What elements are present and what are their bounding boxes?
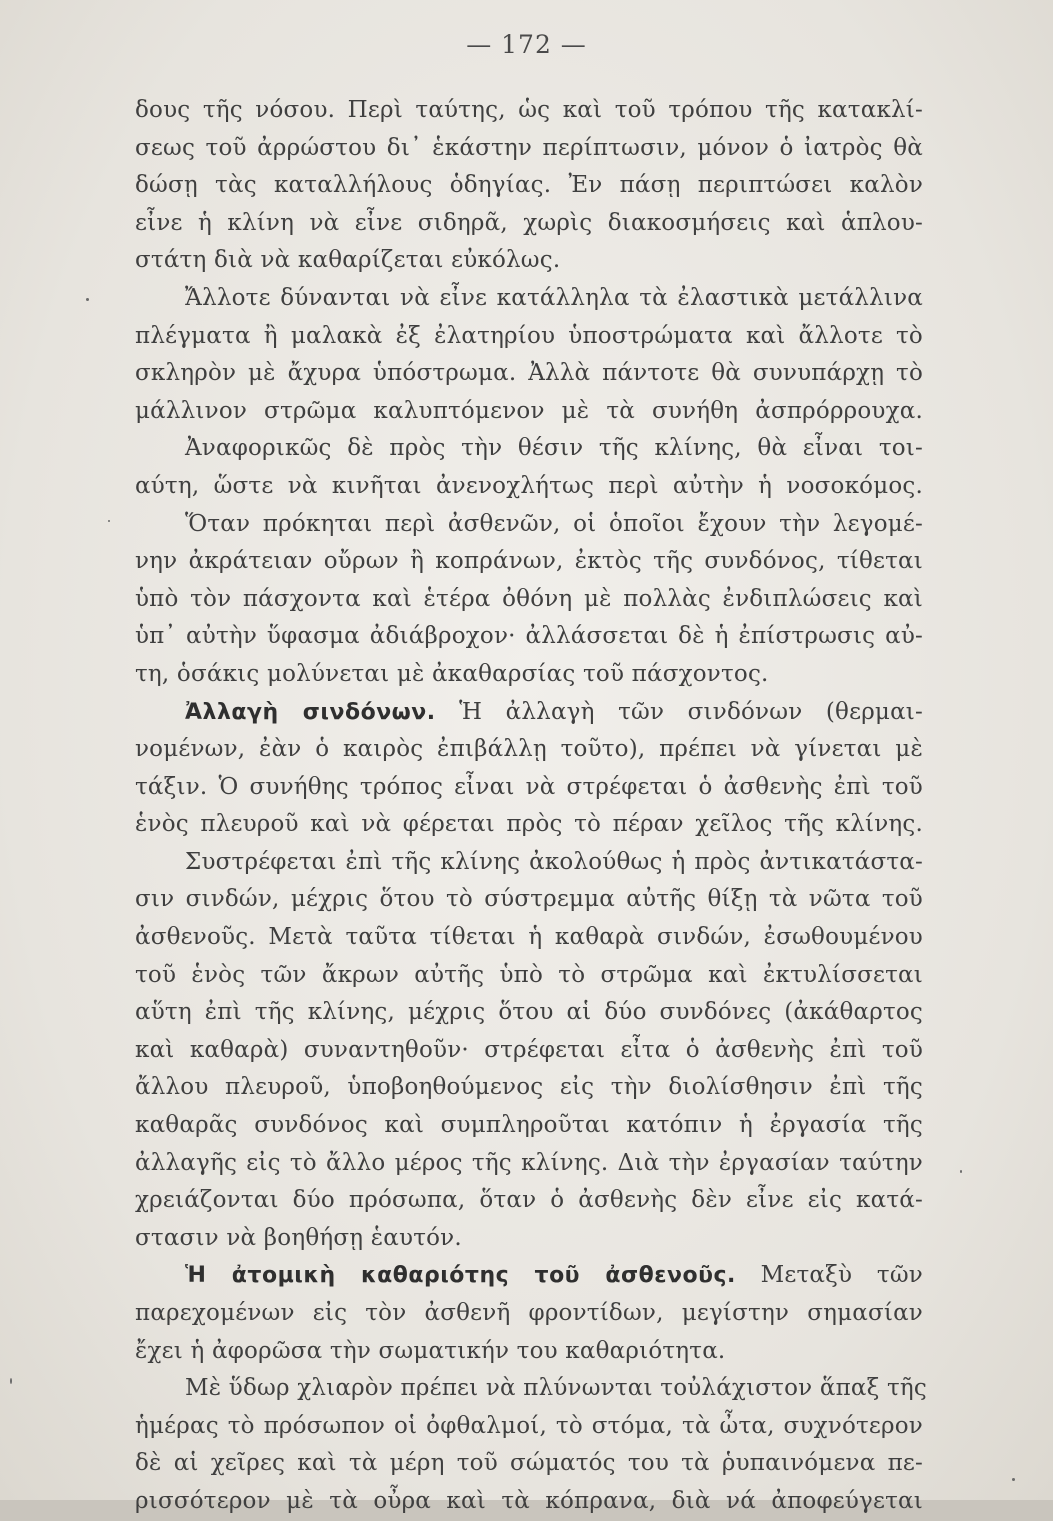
text-line: Συστρέφεται ἐπὶ τῆς κλίνης ἀκολούθως ἡ πρὸς ἀντικατάστα- [185, 848, 923, 875]
scan-speck [108, 520, 110, 522]
text-line: τάξιν. Ὁ συνήθης τρόπος εἶναι νὰ στρέφεται ὁ ἀσθενὴς ἐπὶ τοῦ [135, 773, 923, 800]
text-line: αύτη, ὥστε νὰ κινῆται ἀνενοχλήτως περὶ αὐτὴν ἡ νοσοκόμος. [135, 472, 923, 499]
text-line: δώσῃ τὰς καταλλήλους ὁδηγίας. Ἐν πάσῃ περιπτώσει καλὸν [135, 172, 923, 199]
text-line: εἶνε ἡ κλίνη νὰ εἶνε σιδηρᾶ, χωρὶς διακοσμήσεις καὶ ἁπλου- [135, 209, 923, 236]
text-line: δὲ αἱ χεῖρες καὶ τὰ μέρη τοῦ σώματός του τὰ ῥυπαινόμενα πε- [135, 1450, 923, 1477]
section-heading: Ἡ ἀτομικὴ καθαριότης τοῦ ἀσθενοῦς. [185, 1263, 736, 1289]
text-line: παρεχομένων εἰς τὸν ἀσθενῆ φροντίδων, μεγίστην σημασίαν [135, 1300, 923, 1326]
text-line: καὶ καθαρὰ) συναντηθοῦν· στρέφεται εἶτα ὁ ἀσθενὴς ἐπὶ τοῦ [135, 1036, 923, 1063]
section-heading: Ἀλλαγὴ σινδόνων. [185, 699, 436, 725]
text-line: σκληρὸν μὲ ἄχυρα ὑπόστρωμα. Ἀλλὰ πάντοτε θὰ συνυπάρχῃ τὸ [135, 360, 923, 387]
page-number: — 172 — [466, 30, 587, 59]
text-line: ρισσότερον μὲ τὰ οὖρα καὶ τὰ κόπρανα, διὰ νά ἀποφεύγεται [135, 1487, 923, 1514]
text-line: ἡμέρας τὸ πρόσωπον οἱ ὀφθαλμοί, τὸ στόμα, τὰ ὦτα, συχνότερον [135, 1412, 923, 1439]
text-line: σιν σινδών, μέχρις ὅτου τὸ σύστρεμμα αὐτῆς θίξῃ τὰ νῶτα τοῦ [135, 886, 923, 913]
text-line: νην ἀκράτειαν οὔρων ἢ κοπράνων, ἐκτὸς τῆς συνδόνος, τίθεται [135, 548, 923, 575]
text-line [135, 694, 923, 732]
text-line: στασιν νὰ βοηθήσῃ ἑαυτόν. [135, 1224, 462, 1251]
text-line: πλέγματα ἢ μαλακὰ ἐξ ἐλατηρίου ὑποστρώματα καὶ ἄλλοτε τὸ [135, 322, 923, 349]
text-line: χρειάζονται δύο πρόσωπα, ὅταν ὁ ἀσθενὴς δὲν εἶνε εἰς κατά- [135, 1187, 923, 1214]
text-line: ὑπὸ τὸν πάσχοντα καὶ ἑτέρα ὀθόνη μὲ πολλὰς ἐνδιπλώσεις καὶ [135, 585, 923, 612]
text-line: μάλλινον στρῶμα καλυπτόμενον μὲ τὰ συνήθη ἀσπρόρρουχα. [135, 397, 923, 424]
scan-speck [10, 1378, 12, 1384]
text-line [135, 1257, 923, 1295]
text-line: τη, ὁσάκις μολύνεται μὲ ἀκαθαρσίας τοῦ πάσχοντος. [135, 660, 769, 687]
text-line: Ἀναφορικῶς δὲ πρὸς τὴν θέσιν τῆς κλίνης, θὰ εἶναι τοι- [185, 435, 923, 462]
text-line: νομένων, ἐὰν ὁ καιρὸς ἐπιβάλλῃ τοῦτο), πρέπει νὰ γίνεται μὲ [135, 736, 923, 763]
scan-speck [960, 1170, 962, 1173]
text-line: δους τῆς νόσου. Περὶ ταύτης, ὡς καὶ τοῦ τρόπου τῆς κατακλί- [135, 97, 923, 123]
text-line: αὕτη ἐπὶ τῆς κλίνης, μέχρις ὅτου αἱ δύο συνδόνες (ἀκάθαρτος [135, 999, 923, 1026]
body-text [135, 92, 927, 1521]
text-line: Μὲ ὕδωρ χλιαρὸν πρέπει νὰ πλύνωνται τοὐλάχιστον ἅπαξ τῆς [185, 1375, 927, 1402]
text-line: ἔχει ἡ ἀφορῶσα τὴν σωματικήν του καθαριότητα. [135, 1337, 726, 1364]
text-line: ὑπ᾽ αὐτὴν ὕφασμα ἀδιάβροχον· ἀλλάσσεται δὲ ἡ ἐπίστρωσις αὐ- [135, 623, 923, 650]
text-line: ἀλλαγῆς εἰς τὸ ἄλλο μέρος τῆς κλίνης. Διὰ τὴν ἐργασίαν ταύτην [135, 1149, 923, 1176]
scan-speck [1012, 1478, 1015, 1481]
text-line: τοῦ ἑνὸς τῶν ἄκρων αὐτῆς ὑπὸ τὸ στρῶμα καὶ ἐκτυλίσσεται [135, 961, 923, 988]
text-run: Μεταξὺ τῶν [760, 1262, 923, 1289]
scan-speck [86, 298, 89, 301]
text-line: στάτη διὰ νὰ καθαρίζεται εὐκόλως. [135, 247, 561, 274]
text-line: ἄλλου πλευροῦ, ὑποβοηθούμενος εἰς τὴν διολίσθησιν ἐπὶ τῆς [135, 1074, 923, 1101]
text-line: Ὅταν πρόκηται περὶ ἀσθενῶν, οἱ ὁποῖοι ἔχουν τὴν λεγομέ- [185, 510, 923, 537]
text-line: ἀσθενοῦς. Μετὰ ταῦτα τίθεται ἡ καθαρὰ σινδών, ἐσωθουμένου [135, 924, 923, 951]
text-line: ἑνὸς πλευροῦ καὶ νὰ φέρεται πρὸς τὸ πέραν χεῖλος τῆς κλίνης. [135, 811, 923, 838]
text-line: σεως τοῦ ἀρρώστου δι᾽ ἑκάστην περίπτωσιν, μόνον ὁ ἰατρὸς θὰ [135, 134, 923, 161]
text-line: Ἄλλοτε δύνανται νὰ εἶνε κατάλληλα τὰ ἐλαστικὰ μετάλλινα [185, 284, 923, 311]
text-run: Ἡ ἀλλαγὴ τῶν σινδόνων (θερμαι- [459, 698, 923, 725]
text-line: καθαρᾶς συνδόνος καὶ συμπληροῦται κατόπιν ἡ ἐργασία τῆς [135, 1112, 923, 1139]
